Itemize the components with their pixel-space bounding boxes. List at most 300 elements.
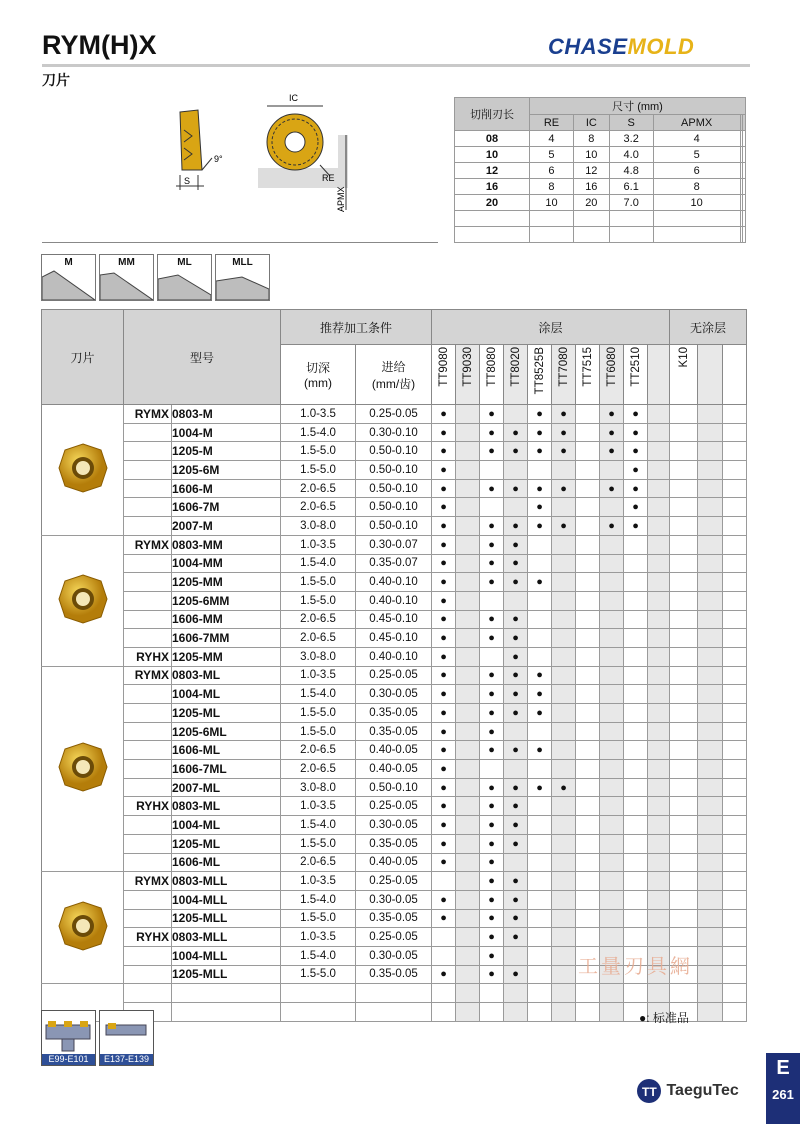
standard-mark: ● bbox=[480, 722, 504, 741]
grade-cell-empty bbox=[456, 928, 480, 947]
size-value-cell: 8 bbox=[573, 131, 609, 147]
grade-cell-empty bbox=[648, 890, 670, 909]
feed-rate: 0.40-0.10 bbox=[356, 647, 432, 666]
empty-cell bbox=[723, 1003, 747, 1022]
model-family bbox=[124, 816, 172, 835]
grade-cell-empty bbox=[576, 517, 600, 536]
model-code: 1004-MLL bbox=[172, 946, 281, 965]
model-code: 1205-MM bbox=[172, 647, 281, 666]
feed-rate: 0.30-0.05 bbox=[356, 685, 432, 704]
size-subcol: IC bbox=[573, 115, 609, 131]
model-code: 0803-MLL bbox=[172, 928, 281, 947]
insert-image-cell bbox=[42, 405, 124, 536]
grade-cell-empty bbox=[698, 666, 723, 685]
grade-header bbox=[624, 345, 648, 405]
size-value-cell: 12 bbox=[573, 163, 609, 179]
grade-cell-empty bbox=[552, 965, 576, 984]
grade-cell-empty bbox=[648, 554, 670, 573]
grade-cell-empty bbox=[723, 872, 747, 891]
size-col-dims: 尺寸 (mm) bbox=[530, 98, 746, 115]
standard-mark: ● bbox=[624, 461, 648, 480]
grade-cell-empty bbox=[624, 591, 648, 610]
grade-cell-empty bbox=[624, 554, 648, 573]
grade-cell-empty bbox=[600, 928, 624, 947]
table-row bbox=[42, 778, 747, 797]
grade-cell-empty bbox=[648, 685, 670, 704]
grade-label: TT9030 bbox=[461, 347, 474, 387]
standard-mark: ● bbox=[480, 797, 504, 816]
model-family bbox=[124, 442, 172, 461]
grade-label: TT9080 bbox=[437, 347, 450, 387]
model-code: 0803-M bbox=[172, 405, 281, 424]
standard-mark: ● bbox=[432, 535, 456, 554]
standard-mark: ● bbox=[552, 479, 576, 498]
grade-cell-empty bbox=[456, 442, 480, 461]
grade-cell-empty bbox=[576, 666, 600, 685]
depth-of-cut: 1.5-4.0 bbox=[281, 816, 356, 835]
table-row bbox=[42, 573, 747, 592]
angle-line bbox=[202, 158, 212, 170]
grade-cell-empty bbox=[600, 704, 624, 723]
main-header-row-1 bbox=[42, 310, 747, 345]
chipbreaker-label: ML bbox=[177, 257, 192, 268]
empty-cell bbox=[600, 1003, 624, 1022]
grade-cell-empty bbox=[600, 797, 624, 816]
depth-of-cut: 1.5-5.0 bbox=[281, 965, 356, 984]
table-row bbox=[42, 760, 747, 779]
size-empty-cell bbox=[653, 227, 740, 243]
insert-photo-icon bbox=[55, 739, 111, 795]
model-family bbox=[124, 554, 172, 573]
grade-cell-empty bbox=[528, 554, 552, 573]
grade-cell-empty bbox=[723, 890, 747, 909]
depth-of-cut: 2.0-6.5 bbox=[281, 741, 356, 760]
standard-mark: ● bbox=[504, 928, 528, 947]
depth-of-cut: 1.5-5.0 bbox=[281, 704, 356, 723]
model-family bbox=[124, 685, 172, 704]
size-value-cell: 4.0 bbox=[609, 147, 653, 163]
grade-cell-empty bbox=[552, 591, 576, 610]
grade-cell-empty bbox=[698, 965, 723, 984]
standard-mark: ● bbox=[528, 479, 552, 498]
size-value-cell: 3.2 bbox=[609, 131, 653, 147]
model-family bbox=[124, 890, 172, 909]
size-value-cell: 4 bbox=[530, 131, 574, 147]
feed-rate: 0.35-0.05 bbox=[356, 965, 432, 984]
grade-cell-empty bbox=[648, 647, 670, 666]
grade-cell-empty bbox=[528, 629, 552, 648]
grade-cell-empty bbox=[456, 778, 480, 797]
empty-cell bbox=[576, 1003, 600, 1022]
standard-mark: ● bbox=[480, 610, 504, 629]
size-subcol: S bbox=[609, 115, 653, 131]
grade-cell-empty bbox=[723, 853, 747, 872]
standard-mark: ● bbox=[504, 890, 528, 909]
standard-mark: ● bbox=[504, 685, 528, 704]
table-row bbox=[42, 685, 747, 704]
taegutec-logo bbox=[636, 1078, 739, 1104]
size-row bbox=[455, 131, 746, 147]
feed-rate: 0.25-0.05 bbox=[356, 797, 432, 816]
standard-mark: ● bbox=[480, 816, 504, 835]
insert-hole bbox=[285, 132, 305, 152]
empty-cell bbox=[552, 984, 576, 1003]
empty-cell bbox=[480, 1003, 504, 1022]
empty-cell bbox=[504, 984, 528, 1003]
grade-cell-empty bbox=[600, 610, 624, 629]
page-ref-cutter[interactable] bbox=[41, 1010, 96, 1066]
grade-cell-empty bbox=[723, 722, 747, 741]
grade-cell-empty bbox=[576, 461, 600, 480]
grade-cell-empty bbox=[698, 535, 723, 554]
feed-rate: 0.35-0.05 bbox=[356, 834, 432, 853]
empty-cell bbox=[456, 984, 480, 1003]
grade-cell-empty bbox=[698, 423, 723, 442]
empty-cell bbox=[600, 984, 624, 1003]
grade-cell-empty bbox=[648, 610, 670, 629]
grade-cell-empty bbox=[552, 760, 576, 779]
size-value-cell: 8 bbox=[530, 179, 574, 195]
standard-mark: ● bbox=[600, 479, 624, 498]
grade-cell-empty bbox=[600, 666, 624, 685]
standard-mark: ● bbox=[432, 423, 456, 442]
standard-mark: ● bbox=[432, 591, 456, 610]
grade-cell-empty bbox=[698, 405, 723, 424]
grade-cell-empty bbox=[552, 946, 576, 965]
grade-cell-empty bbox=[456, 722, 480, 741]
size-length-cell: 20 bbox=[455, 195, 530, 211]
standard-mark: ● bbox=[600, 442, 624, 461]
grade-cell-empty bbox=[552, 816, 576, 835]
size-empty-cell bbox=[743, 179, 746, 195]
grade-header bbox=[504, 345, 528, 405]
depth-of-cut: 1.5-4.0 bbox=[281, 685, 356, 704]
standard-mark: ● bbox=[432, 666, 456, 685]
depth-of-cut: 3.0-8.0 bbox=[281, 778, 356, 797]
model-family bbox=[124, 760, 172, 779]
grade-cell-empty bbox=[456, 479, 480, 498]
model-family bbox=[124, 573, 172, 592]
model-family bbox=[124, 629, 172, 648]
model-family bbox=[124, 741, 172, 760]
grade-cell-empty bbox=[648, 704, 670, 723]
size-length-cell: 16 bbox=[455, 179, 530, 195]
grade-cell-empty bbox=[723, 535, 747, 554]
grade-cell-empty bbox=[552, 704, 576, 723]
grade-cell-empty bbox=[698, 834, 723, 853]
grade-cell-empty bbox=[576, 890, 600, 909]
depth-of-cut: 2.0-6.5 bbox=[281, 610, 356, 629]
standard-mark: ● bbox=[528, 517, 552, 536]
grade-cell-empty bbox=[456, 741, 480, 760]
model-family: RYMX bbox=[124, 666, 172, 685]
page-title: RYM(H)X bbox=[42, 30, 157, 60]
brand-logo bbox=[548, 34, 694, 60]
feed-rate: 0.45-0.10 bbox=[356, 629, 432, 648]
grade-cell-empty bbox=[528, 928, 552, 947]
grade-cell-empty bbox=[670, 479, 698, 498]
table-row bbox=[42, 722, 747, 741]
model-family: RYMX bbox=[124, 535, 172, 554]
grade-label: TT8525B bbox=[533, 347, 546, 395]
grade-cell-empty bbox=[648, 442, 670, 461]
grade-cell-empty bbox=[600, 872, 624, 891]
depth-of-cut: 1.0-3.5 bbox=[281, 405, 356, 424]
standard-mark: ● bbox=[432, 498, 456, 517]
table-row-empty bbox=[42, 984, 747, 1003]
grade-cell-empty bbox=[648, 479, 670, 498]
model-code: 1606-7M bbox=[172, 498, 281, 517]
grade-cell-empty bbox=[624, 872, 648, 891]
depth-of-cut: 1.5-5.0 bbox=[281, 461, 356, 480]
grade-cell-empty bbox=[624, 853, 648, 872]
model-family bbox=[124, 423, 172, 442]
grade-cell-empty bbox=[456, 461, 480, 480]
model-family bbox=[124, 778, 172, 797]
feed-rate: 0.40-0.05 bbox=[356, 741, 432, 760]
chipbreaker-mll bbox=[215, 254, 270, 301]
grade-cell-empty bbox=[504, 760, 528, 779]
grade-cell-empty bbox=[576, 573, 600, 592]
grade-cell-empty bbox=[648, 573, 670, 592]
grade-cell-empty bbox=[576, 704, 600, 723]
grade-cell-empty bbox=[670, 610, 698, 629]
standard-mark: ● bbox=[480, 965, 504, 984]
empty-cell bbox=[504, 1003, 528, 1022]
standard-mark: ● bbox=[432, 405, 456, 424]
standard-mark: ● bbox=[480, 442, 504, 461]
standard-mark: ● bbox=[432, 704, 456, 723]
standard-mark: ● bbox=[432, 461, 456, 480]
grade-cell-empty bbox=[600, 834, 624, 853]
standard-mark: ● bbox=[504, 517, 528, 536]
grade-cell-empty bbox=[576, 535, 600, 554]
model-code: 1205-ML bbox=[172, 834, 281, 853]
grade-label: TT6080 bbox=[605, 347, 618, 387]
standard-mark: ● bbox=[552, 517, 576, 536]
chipbreaker-ml bbox=[157, 254, 212, 301]
grade-cell-empty bbox=[480, 498, 504, 517]
standard-mark: ● bbox=[432, 479, 456, 498]
empty-cell bbox=[698, 1003, 723, 1022]
insert-photo-icon bbox=[55, 898, 111, 954]
grade-cell-empty bbox=[648, 778, 670, 797]
size-value-cell: 8 bbox=[653, 179, 740, 195]
grade-cell-empty bbox=[552, 647, 576, 666]
table-row bbox=[42, 816, 747, 835]
grade-cell-empty bbox=[576, 685, 600, 704]
size-value-cell: 20 bbox=[573, 195, 609, 211]
grade-cell-empty bbox=[698, 479, 723, 498]
feed-rate: 0.25-0.05 bbox=[356, 872, 432, 891]
grade-cell-empty bbox=[648, 816, 670, 835]
grade-cell-empty bbox=[670, 591, 698, 610]
grade-cell-empty bbox=[624, 573, 648, 592]
grade-cell-empty bbox=[504, 722, 528, 741]
grade-cell-empty bbox=[698, 853, 723, 872]
grade-cell-empty bbox=[552, 535, 576, 554]
model-family bbox=[124, 517, 172, 536]
grade-cell-empty bbox=[456, 946, 480, 965]
standard-mark: ● bbox=[432, 834, 456, 853]
model-code: 1004-M bbox=[172, 423, 281, 442]
empty-cell bbox=[480, 984, 504, 1003]
grade-cell-empty bbox=[552, 741, 576, 760]
grade-cell-empty bbox=[576, 853, 600, 872]
model-code: 0803-ML bbox=[172, 666, 281, 685]
feed-rate: 0.25-0.05 bbox=[356, 928, 432, 947]
empty-cell bbox=[432, 984, 456, 1003]
standard-mark: ● bbox=[504, 554, 528, 573]
grade-cell-empty bbox=[698, 498, 723, 517]
section-tab bbox=[766, 1053, 800, 1124]
grade-header-empty bbox=[723, 345, 747, 405]
size-empty-cell bbox=[609, 227, 653, 243]
grade-cell-empty bbox=[528, 535, 552, 554]
standard-mark: ● bbox=[480, 629, 504, 648]
size-value-cell: 5 bbox=[653, 147, 740, 163]
table-row bbox=[42, 517, 747, 536]
header-model: 型号 bbox=[124, 310, 281, 405]
standard-mark: ● bbox=[528, 704, 552, 723]
grade-cell-empty bbox=[648, 722, 670, 741]
feed-rate: 0.45-0.10 bbox=[356, 610, 432, 629]
depth-of-cut: 1.5-5.0 bbox=[281, 591, 356, 610]
grade-cell-empty bbox=[504, 405, 528, 424]
grade-header-empty bbox=[648, 345, 670, 405]
feed-rate: 0.50-0.10 bbox=[356, 517, 432, 536]
standard-mark: ● bbox=[432, 965, 456, 984]
header-feed: 进给 (mm/齿) bbox=[356, 345, 432, 405]
grade-cell-empty bbox=[670, 722, 698, 741]
standard-mark: ● bbox=[504, 610, 528, 629]
grade-cell-empty bbox=[624, 928, 648, 947]
standard-mark: ● bbox=[552, 423, 576, 442]
standard-mark: ● bbox=[624, 423, 648, 442]
chipbreaker-label: M bbox=[64, 257, 73, 268]
grade-cell-empty bbox=[670, 853, 698, 872]
grade-cell-empty bbox=[456, 405, 480, 424]
grade-cell-empty bbox=[456, 704, 480, 723]
grade-cell-empty bbox=[504, 946, 528, 965]
model-code: 1004-ML bbox=[172, 685, 281, 704]
grade-cell-empty bbox=[670, 535, 698, 554]
table-row bbox=[42, 479, 747, 498]
feed-rate: 0.50-0.10 bbox=[356, 498, 432, 517]
empty-cell bbox=[432, 1003, 456, 1022]
standard-mark: ● bbox=[432, 778, 456, 797]
page-ref-shank[interactable] bbox=[99, 1010, 154, 1066]
empty-cell bbox=[281, 984, 356, 1003]
grade-cell-empty bbox=[600, 685, 624, 704]
grade-cell-empty bbox=[576, 498, 600, 517]
standard-mark: ● bbox=[432, 573, 456, 592]
grade-cell-empty bbox=[670, 741, 698, 760]
grade-cell-empty bbox=[576, 797, 600, 816]
grade-cell-empty bbox=[552, 629, 576, 648]
size-value-cell: 10 bbox=[653, 195, 740, 211]
size-empty-cell bbox=[530, 227, 574, 243]
table-row bbox=[42, 928, 747, 947]
grade-cell-empty bbox=[456, 816, 480, 835]
grade-cell-empty bbox=[576, 741, 600, 760]
feed-rate: 0.40-0.10 bbox=[356, 573, 432, 592]
table-row bbox=[42, 890, 747, 909]
depth-of-cut: 1.0-3.5 bbox=[281, 666, 356, 685]
grade-cell-empty bbox=[648, 741, 670, 760]
grade-cell-empty bbox=[456, 797, 480, 816]
standard-mark: ● bbox=[504, 741, 528, 760]
table-row bbox=[42, 442, 747, 461]
standard-mark: ● bbox=[504, 872, 528, 891]
grade-cell-empty bbox=[528, 909, 552, 928]
grade-cell-empty bbox=[670, 816, 698, 835]
grade-cell-empty bbox=[670, 872, 698, 891]
standard-mark: ● bbox=[528, 666, 552, 685]
grade-cell-empty bbox=[723, 498, 747, 517]
grade-cell-empty bbox=[552, 928, 576, 947]
feed-rate: 0.25-0.05 bbox=[356, 666, 432, 685]
size-empty-cell bbox=[743, 131, 746, 147]
grade-cell-empty bbox=[600, 629, 624, 648]
standard-mark: ● bbox=[528, 405, 552, 424]
grade-cell-empty bbox=[698, 722, 723, 741]
table-row bbox=[42, 591, 747, 610]
model-family bbox=[124, 461, 172, 480]
model-code: 0803-MM bbox=[172, 535, 281, 554]
grade-cell-empty bbox=[480, 760, 504, 779]
grade-cell-empty bbox=[552, 610, 576, 629]
grade-cell-empty bbox=[648, 666, 670, 685]
grade-cell-empty bbox=[698, 946, 723, 965]
model-code: 1606-MM bbox=[172, 610, 281, 629]
standard-mark: ● bbox=[480, 778, 504, 797]
grade-cell-empty bbox=[600, 909, 624, 928]
grade-cell-empty bbox=[698, 573, 723, 592]
cutter-icon bbox=[42, 1011, 95, 1053]
model-family bbox=[124, 834, 172, 853]
grade-cell-empty bbox=[670, 517, 698, 536]
grade-cell-empty bbox=[456, 760, 480, 779]
taegutec-brand: TaeguTec bbox=[666, 1082, 739, 1100]
grade-cell-empty bbox=[723, 909, 747, 928]
model-family bbox=[124, 722, 172, 741]
standard-mark: ● bbox=[432, 554, 456, 573]
model-family: RYHX bbox=[124, 928, 172, 947]
grade-header bbox=[600, 345, 624, 405]
grade-cell-empty bbox=[600, 853, 624, 872]
grade-cell-empty bbox=[723, 778, 747, 797]
grade-cell-empty bbox=[576, 760, 600, 779]
grade-cell-empty bbox=[698, 629, 723, 648]
model-family bbox=[124, 853, 172, 872]
grade-cell-empty bbox=[648, 629, 670, 648]
empty-cell bbox=[356, 984, 432, 1003]
model-code: 2007-ML bbox=[172, 778, 281, 797]
insert-image-cell bbox=[42, 666, 124, 872]
grade-cell-empty bbox=[698, 685, 723, 704]
size-value-cell: 16 bbox=[573, 179, 609, 195]
feed-rate: 0.50-0.10 bbox=[356, 442, 432, 461]
header-conditions: 推荐加工条件 bbox=[281, 310, 432, 345]
model-code: 1205-ML bbox=[172, 704, 281, 723]
model-code: 1205-6MM bbox=[172, 591, 281, 610]
model-code: 1606-7MM bbox=[172, 629, 281, 648]
grade-cell-empty bbox=[576, 647, 600, 666]
standard-mark: ● bbox=[432, 517, 456, 536]
grade-cell-empty bbox=[600, 760, 624, 779]
chipbreaker-mm bbox=[99, 254, 154, 301]
